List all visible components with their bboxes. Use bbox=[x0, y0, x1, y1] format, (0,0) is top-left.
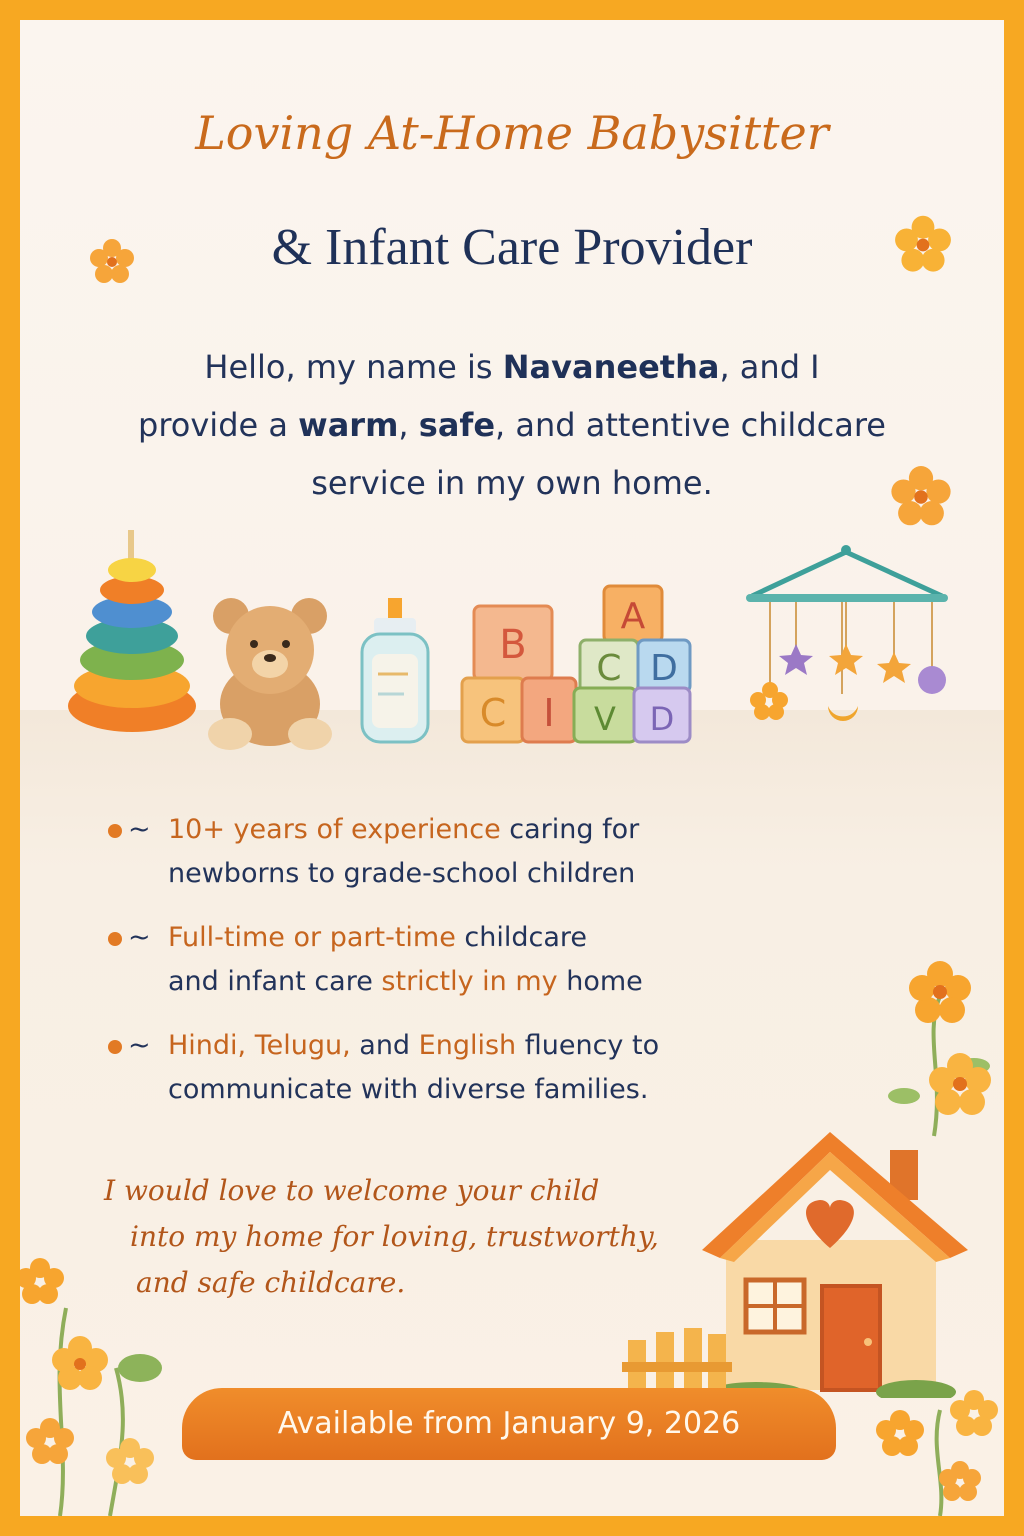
baby-mobile-icon bbox=[742, 544, 952, 740]
bullet-dot-icon bbox=[108, 1040, 122, 1054]
title-line-1: Loving At-Home Babysitter bbox=[195, 106, 829, 160]
flower-icon bbox=[890, 212, 956, 278]
baby-bottle-icon bbox=[358, 594, 432, 746]
list-item: ~ Full-time or part-time childcare and infant care strictly in my home bbox=[108, 916, 788, 1004]
block-letter: I bbox=[543, 691, 555, 735]
flower-cluster-icon bbox=[20, 1248, 180, 1516]
block-letter: C bbox=[479, 691, 507, 735]
block-letter: D bbox=[649, 700, 675, 738]
block-letter: B bbox=[499, 622, 527, 668]
house-icon bbox=[696, 1130, 974, 1398]
availability-banner: Available from January 9, 2026 bbox=[182, 1388, 836, 1460]
intro-paragraph: Hello, my name is Navaneetha, and I provide a warm, safe, and attentive childcare service in my own home. bbox=[138, 348, 886, 502]
flower-cluster-icon bbox=[870, 1380, 1004, 1516]
flower-cluster-icon bbox=[864, 956, 1004, 1156]
bullet-dot-icon bbox=[108, 824, 122, 838]
bullet-list bbox=[108, 808, 788, 1132]
ring-stacker-icon bbox=[64, 526, 200, 736]
name-text: Navaneetha bbox=[502, 348, 720, 386]
teddy-bear-icon bbox=[196, 594, 346, 754]
block-letter: V bbox=[594, 700, 616, 738]
closing-message: I would love to welcome your child into my home for loving, trustworthy, and safe childcare. bbox=[104, 1174, 659, 1299]
block-letter: A bbox=[620, 596, 646, 637]
block-letter: D bbox=[650, 648, 678, 689]
flower-icon bbox=[86, 236, 138, 288]
title-line-2: & Infant Care Provider bbox=[271, 219, 753, 276]
block-letter: C bbox=[596, 648, 622, 689]
abc-blocks-icon bbox=[458, 584, 694, 746]
bullet-dot-icon bbox=[108, 932, 122, 946]
list-item: ~ 10+ years of experience caring for newborns to grade-school children bbox=[108, 808, 788, 896]
list-item: ~ Hindi, Telugu, and English fluency to communicate with diverse families. bbox=[108, 1024, 788, 1112]
